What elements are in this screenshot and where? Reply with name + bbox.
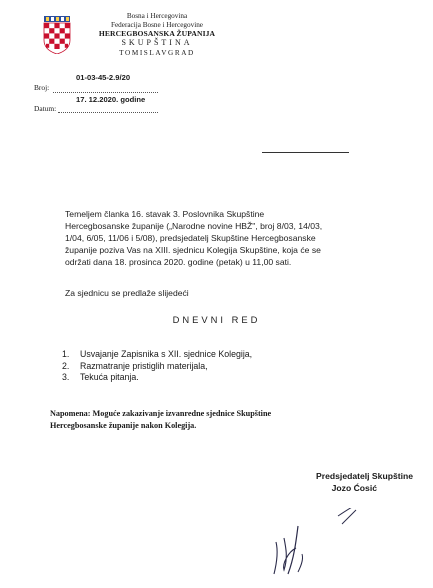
agenda-item-number: 2.: [62, 360, 70, 371]
handwritten-signature: [258, 508, 378, 578]
agenda-item: [62, 361, 362, 373]
header-country: Bosna i Hercegovina: [126, 12, 188, 20]
intro-line-2: Hercegbosanske županije („Narodne novine HBŽ", broj 8/03, 14/03,: [65, 221, 323, 231]
header-city: TOMISLAVGRAD: [119, 49, 195, 57]
proposal-text: Za sjednicu se predlaže slijedeći: [65, 288, 189, 298]
intro-line-4: županije poziva Vas na XIII. sjednicu Kolegija Skupštine, koja će se: [65, 245, 321, 255]
note-line-2: Hercegbosanske županije nakon Kolegija.: [50, 421, 197, 430]
signer-title: Predsjedatelj Skupštine: [316, 471, 413, 481]
signer-name: Jozo Ćosić: [331, 483, 377, 493]
reference-number: 01-03-45-2.9/20: [76, 73, 131, 82]
intro-line-3: 1/04, 6/05, 11/06 i 5/08), predsjedatelj Skupštine Hercegbosanske: [65, 233, 316, 243]
agenda-item-number: 3.: [62, 372, 70, 382]
agenda-item-text: Tekuća pitanja.: [80, 372, 139, 382]
date-label: Datum:: [34, 104, 57, 113]
agenda-title: DNEVNI RED: [172, 314, 261, 325]
header-federation: Federacija Bosne i Hercegovine: [110, 21, 203, 29]
agenda-list: [62, 349, 362, 384]
reference-label: Broj:: [34, 83, 50, 92]
agenda-item: [62, 372, 362, 384]
reference-dotted-line: [53, 91, 158, 93]
date-dotted-line: [58, 111, 158, 113]
note-line-1: Napomena: Moguće zakazivanje izvanredne sjednice Skupštine: [50, 409, 272, 418]
header-county: HERCEGBOSANSKA ŽUPANIJA: [98, 29, 216, 38]
crown-band: [44, 16, 70, 22]
intro-line-5: održati dana 18. prosinca 2020. godine (petak) u 11,00 sati.: [65, 257, 292, 267]
agenda-item: [62, 349, 362, 361]
divider-line: [262, 152, 349, 153]
agenda-item-number: 1.: [62, 349, 70, 359]
date-value: 17. 12.2020. godine: [76, 95, 146, 104]
intro-line-1: Temeljem članka 16. stavak 3. Poslovnika Skupštine: [65, 209, 265, 219]
coat-of-arms-logo: [42, 16, 72, 54]
note: [50, 408, 370, 432]
chequered-shield: [44, 23, 70, 54]
agenda-item-text: Usvajanje Zapisnika s XII. sjednice Kolegija,: [80, 349, 253, 359]
agenda-item-text: Razmatranje pristiglih materijala,: [80, 360, 208, 371]
header-assembly: SKUPŠTINA: [121, 38, 193, 47]
